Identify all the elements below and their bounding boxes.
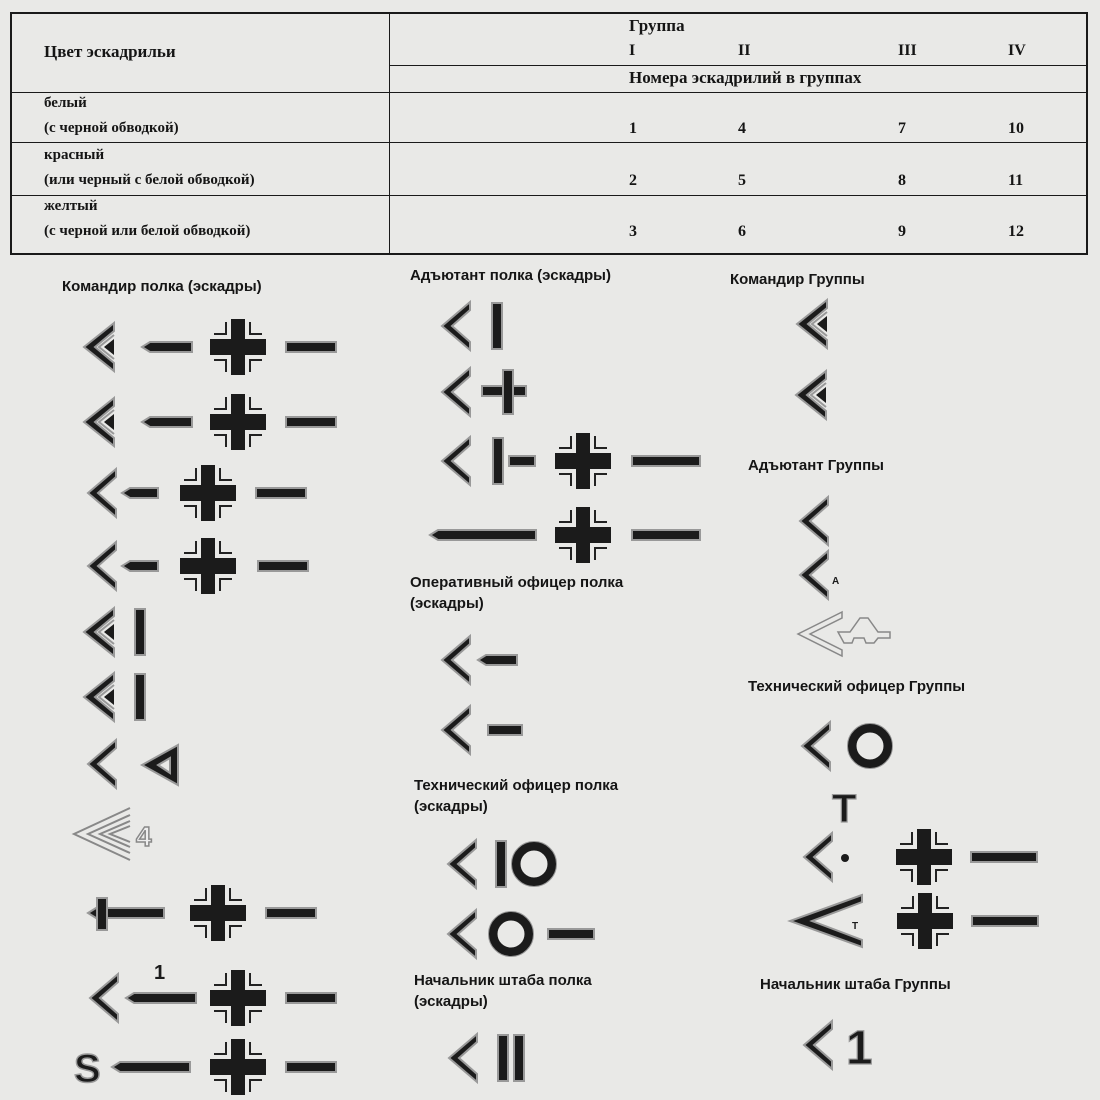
chevron-icon [442, 302, 470, 350]
group-commander-heading: Командир Группы [730, 271, 865, 288]
chevron-icon [88, 740, 116, 788]
squadron-numbers-subheader: Номера эскадрилий в группах [629, 68, 862, 87]
group-label-3: III [898, 42, 917, 59]
bar-icon [286, 417, 336, 427]
group-label-1: I [629, 42, 636, 59]
letter-t-small: T [852, 921, 859, 932]
plus-icon [482, 370, 526, 414]
circle-icon [489, 912, 534, 957]
chevron-icon [90, 974, 118, 1022]
chevron-icon [88, 469, 116, 517]
row-color-note: (или черный с белой обводкой) [44, 172, 255, 188]
squadron-number: 1 [629, 120, 637, 137]
bar-icon [971, 852, 1037, 862]
balkenkreuz-icon [210, 1039, 266, 1095]
circle-icon [848, 724, 893, 769]
digit-1: 1 [154, 962, 166, 984]
chevron-icon [88, 542, 116, 590]
row-color-note: (с черной или белой обводкой) [44, 223, 251, 239]
squadron-number: 3 [629, 223, 637, 240]
balkenkreuz-icon [555, 433, 611, 489]
dash-icon [488, 725, 522, 735]
chevron-icon [804, 833, 832, 881]
row-color: красный [44, 147, 105, 163]
circle-icon [512, 842, 557, 887]
double-chevron-icon [84, 398, 114, 446]
regiment-adjutant-heading: Адъютант полка (эскадры) [410, 267, 611, 284]
squadron-number: 5 [738, 172, 746, 189]
vertical-bar-icon [496, 841, 506, 887]
bar-icon [632, 456, 700, 466]
chevron-icon [800, 497, 828, 545]
bar-icon [266, 908, 316, 918]
balkenkreuz-icon [555, 507, 611, 563]
balkenkreuz-icon [180, 538, 236, 594]
squadron-number: 12 [1008, 223, 1024, 240]
arrow-bar-icon [126, 993, 196, 1003]
dash-icon [509, 456, 535, 466]
balkenkreuz-icon [210, 970, 266, 1026]
double-chevron-icon [84, 673, 114, 721]
bar-icon [256, 488, 306, 498]
chevron-icon [448, 840, 476, 888]
cross-arrow-icon [88, 898, 164, 930]
long-arrow-bar-icon [430, 530, 536, 540]
bar-icon [286, 342, 336, 352]
letter-a-small: A [832, 576, 840, 587]
squadron-number: 10 [1008, 120, 1024, 137]
squadron-number: 4 [738, 120, 746, 137]
squadron-number: 9 [898, 223, 906, 240]
outline-chevron-a-icon [798, 612, 890, 656]
group-label-2: II [738, 42, 751, 59]
dot-icon [841, 854, 849, 862]
letter-t: T [832, 787, 857, 831]
group-label-4: IV [1008, 42, 1026, 59]
squadron-number: 2 [629, 172, 637, 189]
row-color: белый [44, 95, 87, 111]
double-chevron-icon [797, 300, 827, 348]
heading-line: Оперативный офицер полка [410, 574, 624, 591]
vertical-bar-icon [498, 1035, 508, 1081]
bar-icon [286, 993, 336, 1003]
chevron-icon [442, 636, 470, 684]
balkenkreuz-icon [210, 394, 266, 450]
arrow-bar-icon [112, 1062, 190, 1072]
color-column-header: Цвет эскадрильи [44, 42, 176, 61]
vertical-bar-icon [135, 609, 145, 655]
chevron-icon [449, 1034, 477, 1082]
heading-line: (эскадры) [414, 993, 488, 1010]
balkenkreuz-icon [180, 465, 236, 521]
arrow-bar-icon [142, 342, 192, 352]
letter-s: S [74, 1047, 101, 1091]
arrow-bar-icon [478, 655, 517, 665]
chevron-icon [442, 368, 470, 416]
heading-line: (эскадры) [414, 798, 488, 815]
row-color: желтый [44, 198, 98, 214]
squadron-number: 6 [738, 223, 746, 240]
chevron-icon [442, 706, 470, 754]
vertical-bar-icon [135, 674, 145, 720]
arrow-bar-icon [142, 417, 192, 427]
heading-line: (эскадры) [410, 595, 484, 612]
arrow-bar-icon [122, 561, 158, 571]
group-tech-officer-heading: Технический офицер Группы [748, 678, 966, 695]
bar-icon [286, 1062, 336, 1072]
squadron-number: 11 [1008, 172, 1024, 189]
vertical-bar-icon [492, 303, 502, 349]
double-chevron-icon [84, 608, 114, 656]
heading-line: Технический офицер полка [414, 777, 619, 794]
group-header: Группа [629, 16, 685, 35]
digit-1-large: 1 [846, 1022, 873, 1075]
dash-icon [548, 929, 594, 939]
chevron-icon [448, 910, 476, 958]
arrow-bar-icon [122, 488, 158, 498]
balkenkreuz-icon [210, 319, 266, 375]
digit-4: 4 [136, 821, 152, 852]
heading-line: Начальник штаба полка [414, 972, 592, 989]
bar-icon [972, 916, 1038, 926]
group-chief-of-staff-heading: Начальник штаба Группы [760, 976, 951, 993]
double-chevron-icon [796, 371, 826, 419]
row-color-note: (с черной обводкой) [44, 120, 179, 136]
balkenkreuz-icon [897, 893, 953, 949]
squadron-number: 8 [898, 172, 906, 189]
chevron-icon [800, 551, 828, 599]
triangle-icon [142, 745, 178, 785]
double-chevron-icon [84, 323, 114, 371]
vertical-bar-icon [514, 1035, 524, 1081]
chevron-icon [802, 722, 830, 770]
balkenkreuz-icon [190, 885, 246, 941]
triple-chevron-outline-icon [74, 808, 130, 860]
regiment-commander-heading: Командир полка (эскадры) [62, 278, 262, 295]
chevron-icon [804, 1021, 832, 1069]
bar-icon [258, 561, 308, 571]
balkenkreuz-icon [896, 829, 952, 885]
vertical-bar-icon [493, 438, 503, 484]
squadron-number: 7 [898, 120, 906, 137]
group-adjutant-heading: Адъютант Группы [748, 457, 884, 474]
chevron-icon [442, 437, 470, 485]
bar-icon [632, 530, 700, 540]
